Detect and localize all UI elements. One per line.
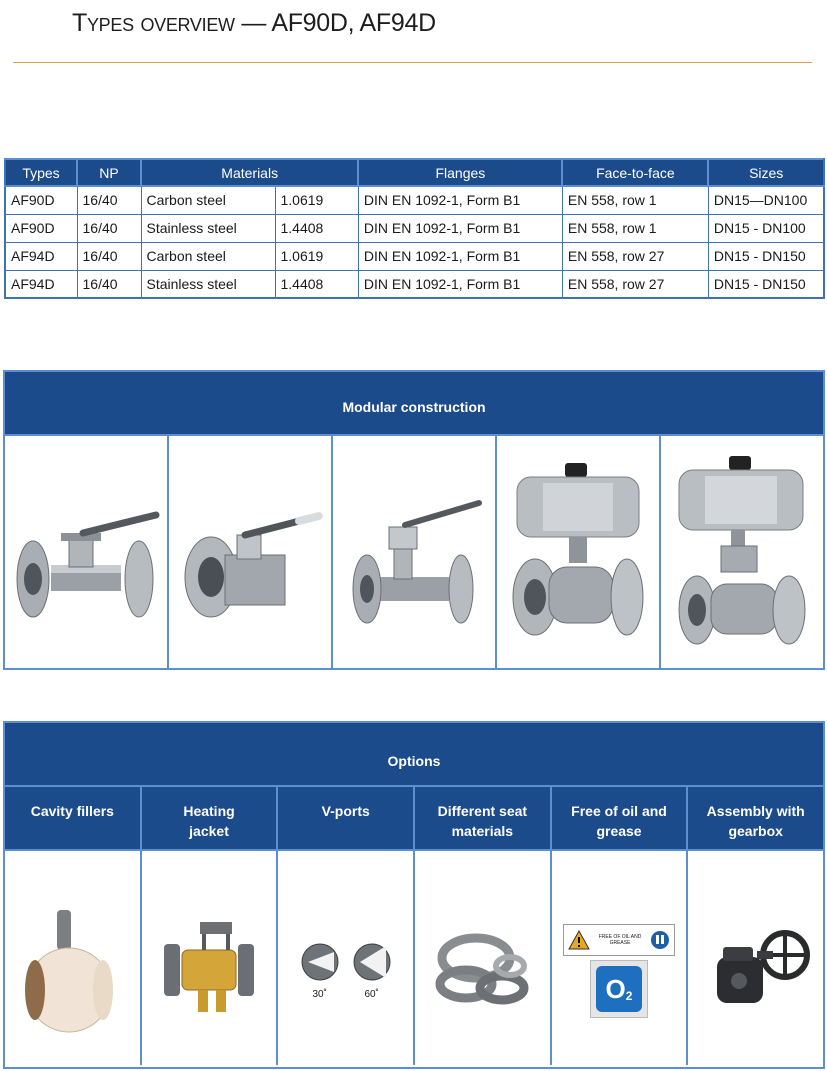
seat-rings-image <box>415 851 552 1065</box>
option-label-line2: gearbox <box>728 823 783 839</box>
cell-type: AF90D <box>5 186 77 214</box>
cell-material: Carbon steel <box>141 242 275 270</box>
options-title: Options <box>5 723 823 787</box>
table-row <box>5 186 824 214</box>
cell-np: 16/40 <box>77 214 141 242</box>
options-section <box>3 721 825 1069</box>
col-header-flanges: Flanges <box>358 159 562 186</box>
option-label: Heating <box>183 803 235 819</box>
cell-type: AF94D <box>5 242 77 270</box>
option-label: Cavity fillers <box>30 803 114 819</box>
cell-face-to-face: EN 558, row 27 <box>562 270 708 298</box>
option-label: Assembly with <box>706 803 805 819</box>
cell-type: AF90D <box>5 214 77 242</box>
option-gearbox-header <box>688 787 823 849</box>
heating-jacket-valve-image <box>142 851 279 1065</box>
table-row <box>5 214 824 242</box>
cell-sizes: DN15 - DN150 <box>708 270 824 298</box>
modular-construction-title: Modular construction <box>5 372 823 436</box>
gearbox-handwheel-image <box>688 851 823 1065</box>
option-label-line2: grease <box>596 823 642 839</box>
v-port-discs-image <box>278 851 415 1065</box>
col-header-sizes: Sizes <box>708 159 824 186</box>
cell-material-no: 1.0619 <box>275 242 358 270</box>
ball-valve-extended-stem-lever-image <box>333 436 497 668</box>
cell-np: 16/40 <box>77 242 141 270</box>
warning-label <box>563 924 675 956</box>
table-row <box>5 270 824 298</box>
cell-flanges: DIN EN 1092-1, Form B1 <box>358 270 562 298</box>
cell-material-no: 1.0619 <box>275 186 358 214</box>
cell-face-to-face: EN 558, row 1 <box>562 186 708 214</box>
option-v-ports-header <box>278 787 415 849</box>
col-header-np: NP <box>77 159 141 186</box>
oxygen-label-image <box>552 851 689 1065</box>
ball-valve-three-piece-lever-image <box>169 436 333 668</box>
types-table <box>4 158 825 299</box>
warning-triangle-icon <box>568 930 590 950</box>
cell-flanges: DIN EN 1092-1, Form B1 <box>358 214 562 242</box>
page-title: Types overview — AF90D, AF94D <box>72 9 436 37</box>
modular-construction-section <box>3 370 825 670</box>
col-header-types: Types <box>5 159 77 186</box>
cell-type: AF94D <box>5 270 77 298</box>
option-label: Free of oil and <box>571 803 667 819</box>
gloves-icon <box>650 930 670 950</box>
cell-np: 16/40 <box>77 186 141 214</box>
ball-valve-pneumatic-actuator-image <box>497 436 661 668</box>
option-label-line2: materials <box>451 823 514 839</box>
option-cavity-fillers-header <box>5 787 142 849</box>
v-port-angle-60: 60˚ <box>364 989 379 1000</box>
cell-face-to-face: EN 558, row 1 <box>562 214 708 242</box>
cell-flanges: DIN EN 1092-1, Form B1 <box>358 186 562 214</box>
title-divider <box>13 62 812 63</box>
option-heating-jacket-header <box>142 787 279 849</box>
option-label: Different seat <box>437 803 528 819</box>
oxygen-subscript: 2 <box>625 989 633 1003</box>
cell-sizes: DN15—DN100 <box>708 186 824 214</box>
table-row <box>5 242 824 270</box>
option-seat-materials-header <box>415 787 552 849</box>
col-header-materials: Materials <box>141 159 358 186</box>
cell-np: 16/40 <box>77 270 141 298</box>
warning-text: FREE OF OIL AND GREASE <box>598 934 642 946</box>
option-oil-grease-free-header <box>552 787 689 849</box>
oxygen-symbol: O <box>605 973 626 1004</box>
cell-flanges: DIN EN 1092-1, Form B1 <box>358 242 562 270</box>
ball-valve-pneumatic-actuator-extended-image <box>661 436 823 668</box>
ball-valve-one-piece-lever-image <box>5 436 169 668</box>
cell-material: Stainless steel <box>141 214 275 242</box>
cell-material: Carbon steel <box>141 186 275 214</box>
cell-material-no: 1.4408 <box>275 270 358 298</box>
oxygen-badge <box>590 960 648 1018</box>
cell-sizes: DN15 - DN100 <box>708 214 824 242</box>
cell-sizes: DN15 - DN150 <box>708 242 824 270</box>
cavity-filler-ball-image <box>5 851 142 1065</box>
col-header-face-to-face: Face-to-face <box>562 159 708 186</box>
cell-material-no: 1.4408 <box>275 214 358 242</box>
option-label-line2: jacket <box>189 823 229 839</box>
cell-material: Stainless steel <box>141 270 275 298</box>
option-label: V-ports <box>321 803 370 819</box>
table-header-row <box>5 159 824 186</box>
cell-face-to-face: EN 558, row 27 <box>562 242 708 270</box>
v-port-angle-30: 30˚ <box>312 989 327 1000</box>
